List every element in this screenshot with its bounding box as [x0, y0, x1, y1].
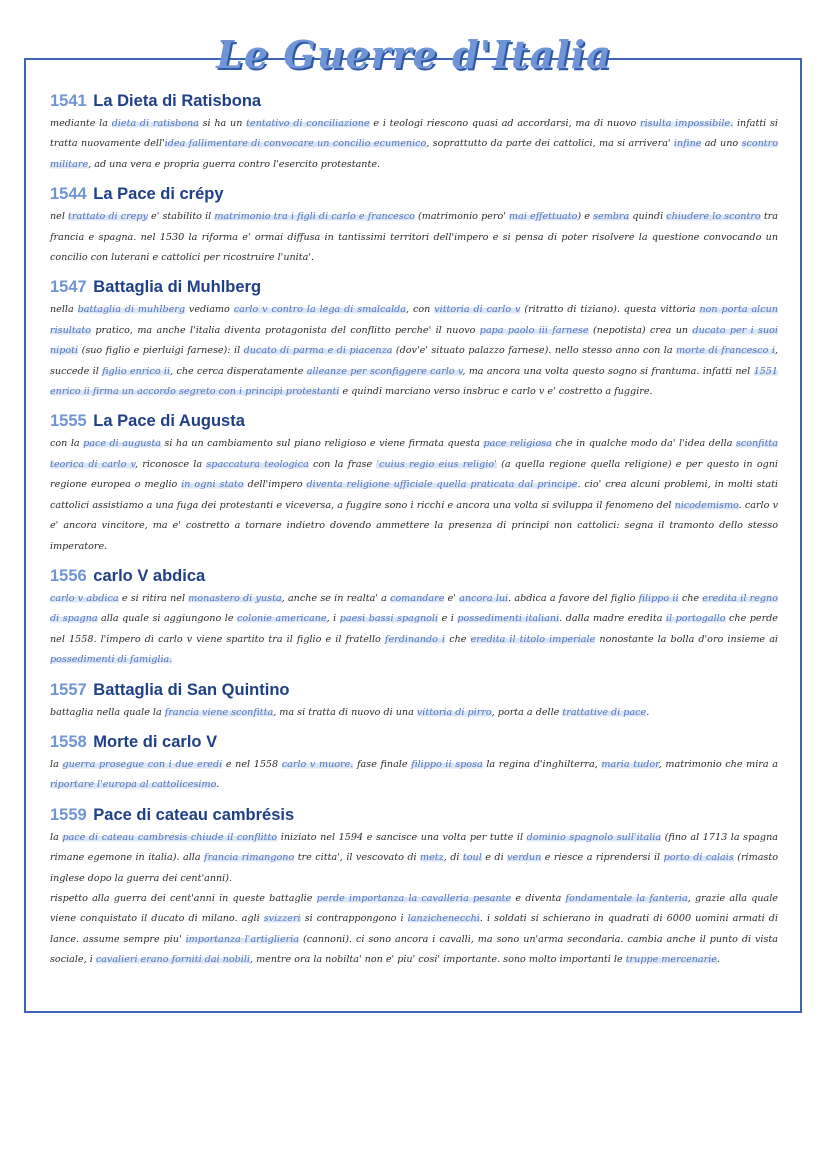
- section-title: Morte di carlo V: [88, 732, 218, 751]
- section-body: [50, 114, 778, 175]
- paragraph: [50, 889, 778, 971]
- text-run: la: [50, 831, 63, 843]
- text-run: , anche se in realta' a: [281, 592, 391, 604]
- section-title: La Pace di crépy: [88, 185, 224, 204]
- highlighted-text: perde importanza la cavalleria pesante: [316, 892, 512, 904]
- paragraph: [50, 755, 778, 796]
- section-body: [50, 828, 778, 971]
- text-run: , ad una vera e propria guerra contro l'esercito protestante.: [88, 158, 381, 170]
- highlighted-text: figlio enrico ii: [102, 365, 171, 377]
- text-run: che in qualche modo da' l'idea della: [551, 438, 736, 450]
- paragraph: [50, 207, 778, 268]
- section-heading: [50, 274, 778, 300]
- text-run: infatti si tratta nuovamente dell': [50, 118, 779, 150]
- highlighted-text: 1551 enrico ii firma un accordo segreto con i principi protestanti: [50, 365, 778, 398]
- section-1555: [50, 408, 778, 556]
- highlighted-text: ferdinando i: [384, 633, 446, 645]
- highlighted-text: risulta impossibile.: [640, 118, 734, 129]
- highlighted-text: toul: [462, 852, 482, 864]
- text-run: e diventa: [511, 892, 566, 904]
- highlighted-text: importanza l'artiglieria: [185, 933, 300, 945]
- paragraph: [50, 589, 778, 671]
- text-run: (suo figlio e pierluigi farnese): il: [78, 345, 244, 357]
- highlighted-text: carlo v contro la lega di smalcalda: [233, 304, 407, 316]
- text-run: nella: [50, 304, 78, 316]
- highlighted-text: francia rimangono: [204, 852, 295, 864]
- text-run: (ritratto di tiziano). questa vittoria: [520, 304, 700, 316]
- text-run: che: [678, 592, 703, 604]
- section-year: 1557: [50, 680, 87, 699]
- section-year: 1555: [50, 412, 87, 431]
- section-body: [50, 300, 778, 402]
- highlighted-text: idea fallimentare di convocare un concilio ecumenico: [164, 138, 427, 150]
- text-run: con la frase: [308, 458, 377, 470]
- text-run: si ha un cambiamento sul piano religioso e viene firmata questa: [160, 438, 484, 450]
- highlighted-text: comandare: [390, 592, 445, 604]
- section-1557: [50, 677, 778, 723]
- highlighted-text: fondamentale la fanteria: [565, 892, 688, 904]
- text-run: e riesce a riprendersi il: [541, 852, 664, 864]
- text-run: , matrimonio che mira a: [658, 758, 778, 770]
- highlighted-text: diventa religione ufficiale quella praticata dal principe: [306, 479, 578, 491]
- highlighted-text: filippo ii: [638, 592, 679, 604]
- text-run: . abdica a favore del figlio: [508, 592, 639, 604]
- highlighted-text: ancora lui: [459, 592, 509, 604]
- text-run: alla quale si aggiungono le: [97, 613, 238, 625]
- highlighted-text: mai effettuato: [509, 211, 578, 223]
- highlighted-text: pace di cateau cambresis chiude il conflitto: [62, 831, 278, 843]
- text-run: e i: [438, 613, 458, 625]
- highlighted-text: riportare l'europa al cattolicesimo: [50, 779, 217, 791]
- text-run: (matrimonio pero': [414, 211, 510, 223]
- highlighted-text: spaccatura teologica: [206, 458, 309, 470]
- text-run: e': [444, 592, 460, 604]
- section-body: [50, 755, 778, 796]
- notes-content: [50, 88, 778, 977]
- highlighted-text: lanzichenecchi: [407, 913, 480, 925]
- highlighted-text: tentativo di conciliazione: [246, 118, 370, 129]
- highlighted-text: filippo ii sposa: [411, 758, 483, 770]
- highlighted-text: nicodemismo: [674, 499, 739, 511]
- highlighted-text: dominio spagnolo sull'italia: [526, 831, 662, 843]
- highlighted-text: morte di francesco i: [676, 345, 775, 357]
- highlighted-text: trattato di crepy: [68, 211, 148, 223]
- highlighted-text: cavalieri erano forniti dai nobili: [95, 954, 250, 966]
- text-run: , i: [326, 613, 340, 625]
- section-year: 1541: [50, 92, 87, 110]
- text-run: , che cerca disperatamente: [170, 365, 307, 377]
- section-year: 1556: [50, 566, 87, 585]
- highlighted-text: dieta di ratisbona: [111, 118, 199, 129]
- highlighted-text: possedimenti di famiglia.: [50, 654, 173, 666]
- highlighted-text: metz: [420, 852, 444, 864]
- section-1558: [50, 729, 778, 796]
- highlighted-text: svizzeri: [263, 913, 301, 925]
- highlighted-text: maria tudor: [601, 758, 659, 770]
- text-run: ) e: [577, 211, 594, 223]
- text-run: quindi: [629, 211, 667, 223]
- text-run: (nepotista) crea un: [588, 324, 693, 336]
- highlighted-text: carlo v muore.: [281, 758, 354, 770]
- highlighted-text: alleanze per sconfiggere carlo v: [306, 365, 463, 377]
- highlighted-text: pace religiosa: [483, 438, 552, 450]
- text-run: , ma si tratta di nuovo di una: [273, 706, 417, 718]
- section-heading: [50, 181, 778, 207]
- text-run: iniziato nel 1594 e sancisce una volta per tutte il: [277, 831, 527, 843]
- paragraph: [50, 114, 778, 175]
- text-run: tre citta', il vescovato di: [294, 852, 421, 864]
- text-run: , porta a delle: [491, 706, 563, 718]
- highlighted-text: francia viene sconfitta: [164, 706, 274, 718]
- highlighted-text: infine: [673, 138, 702, 150]
- section-body: [50, 434, 778, 556]
- text-run: la: [50, 758, 63, 770]
- highlighted-text: paesi bassi spagnoli: [339, 613, 439, 625]
- text-run: tra francia e spagna. nel 1530 la riforma e' ormai diffusa in tantissimi territori dell'impero e si pensa di poter risolvere la questione convocando un concilio con luterani e cattolici per ricostruire l'unita'.: [50, 211, 778, 264]
- highlighted-text: matrimonio tra i figli di carlo e francesco: [214, 211, 415, 223]
- text-run: , di: [443, 852, 463, 864]
- highlighted-text: vittoria di carlo v: [434, 304, 521, 316]
- highlighted-text: trattative di pace: [562, 706, 647, 718]
- section-title: La Pace di Augusta: [88, 412, 245, 431]
- text-run: battaglia nella quale la: [50, 706, 165, 718]
- highlighted-text: papa paolo iii farnese: [479, 324, 589, 336]
- text-run: , riconosce la: [134, 458, 207, 470]
- highlighted-text: non porta alcun risultato: [50, 304, 778, 336]
- highlighted-text: chiudere lo scontro: [666, 211, 761, 223]
- section-title: carlo V abdica: [88, 566, 206, 585]
- text-run: (a quella regione quella religione) e per questo in ogni regione europea o meglio: [50, 458, 778, 491]
- highlighted-text: 'cuius regio eius religio': [376, 458, 497, 470]
- section-title: Battaglia di San Quintino: [88, 680, 290, 699]
- text-run: e' stabilito il: [147, 211, 215, 223]
- text-run: , grazie alla quale viene conquistato il ducato di milano. agli: [50, 892, 778, 925]
- section-year: 1558: [50, 732, 87, 751]
- text-run: (fino al 1713 la spagna rimane egemone in italia). alla: [50, 831, 778, 864]
- text-run: (rimasto inglese dopo la guerra dei cent'anni).: [50, 852, 778, 884]
- highlighted-text: guerra prosegue con i due eredi: [62, 758, 223, 770]
- section-title: Battaglia di Muhlberg: [88, 278, 262, 297]
- text-run: . i soldati si schierano in quadrati di 6000 uomini armati di lance. assume sempre piu': [50, 913, 778, 945]
- text-run: e i teologi riescono quasi ad accordarsi, ma di nuovo: [369, 118, 641, 129]
- text-run: , succede il: [50, 345, 778, 377]
- text-run: che: [445, 633, 471, 645]
- text-run: dell'impero: [243, 479, 307, 491]
- text-run: e nel 1558: [222, 758, 282, 770]
- text-run: .: [716, 954, 721, 966]
- text-run: nel: [50, 211, 69, 223]
- text-run: (dov'e' situato palazzo farnese). nello stesso anno con la: [392, 345, 677, 357]
- text-run: e di: [481, 852, 508, 864]
- highlighted-text: colonie americane: [237, 613, 327, 625]
- text-run: .: [216, 779, 220, 791]
- text-run: , ma ancora una volta questo sogno si frantuma. infatti nel: [462, 365, 754, 377]
- highlighted-text: ducato per i suoi nipoti: [50, 324, 778, 357]
- text-run: (cannoni). ci sono ancora i cavalli, ma sono un'arma secondaria. cambia anche il punto di vista sociale, i: [50, 933, 778, 966]
- section-heading: [50, 729, 778, 755]
- text-run: si contrappongono i: [300, 913, 408, 925]
- section-1544: [50, 181, 778, 268]
- section-1556: [50, 563, 778, 671]
- section-title: Pace di cateau cambrésis: [88, 805, 295, 824]
- section-body: [50, 207, 778, 268]
- highlighted-text: eredita il regno di spagna: [50, 592, 779, 625]
- highlighted-text: pace di augusta: [83, 438, 161, 450]
- paragraph: [50, 300, 778, 402]
- highlighted-text: possedimenti italiani: [457, 613, 560, 625]
- text-run: e quindi marciano verso insbruc e carlo v e' costretto a fuggire.: [339, 386, 653, 398]
- section-year: 1547: [50, 278, 87, 297]
- text-run: . cio' crea alcuni problemi, in molti stati cattolici assistiamo a una fuga dei protestanti e viceversa, a fuggire sono i ricchi e ancora una volta si sviluppa il fenomeno del: [50, 479, 779, 511]
- text-run: che perde nel 1558. l'impero di carlo v viene spartito tra il figlio e il fratello: [50, 613, 778, 645]
- text-run: mediante la: [50, 118, 112, 129]
- highlighted-text: vittoria di pirro: [416, 706, 492, 718]
- text-run: ad uno: [701, 138, 742, 150]
- highlighted-text: ducato di parma e di piacenza: [243, 345, 393, 357]
- highlighted-text: eredita il titolo imperiale: [470, 633, 596, 645]
- highlighted-text: sembra: [593, 211, 630, 223]
- paragraph: [50, 828, 778, 889]
- section-1547: [50, 274, 778, 402]
- section-1559: [50, 802, 778, 971]
- section-heading: [50, 88, 778, 114]
- highlighted-text: porto di calais: [663, 852, 734, 864]
- highlighted-text: monastero di yusta: [188, 592, 282, 604]
- section-year: 1544: [50, 185, 87, 204]
- highlighted-text: truppe mercenarie: [625, 954, 717, 966]
- text-run: , mentre ora la nobilta' non e' piu' cosi' importante. sono molto importanti le: [249, 954, 626, 966]
- text-run: . dalla madre eredita: [559, 613, 666, 625]
- paragraph: [50, 703, 778, 723]
- section-body: [50, 703, 778, 723]
- text-run: con la: [50, 438, 84, 450]
- section-body: [50, 589, 778, 671]
- highlighted-text: carlo v abdica: [50, 592, 119, 604]
- page-title: Le Guerre d'Italia: [216, 32, 612, 77]
- text-run: si ha un: [198, 118, 247, 129]
- section-heading: [50, 802, 778, 828]
- text-run: la regina d'inghilterra,: [482, 758, 602, 770]
- text-run: vediamo: [185, 304, 234, 316]
- text-run: , con: [406, 304, 435, 316]
- highlighted-text: in ogni stato: [181, 479, 244, 491]
- section-heading: [50, 677, 778, 703]
- text-run: .: [646, 706, 650, 718]
- text-run: e si ritira nel: [118, 592, 189, 604]
- section-1541: [50, 88, 778, 175]
- highlighted-text: verdun: [507, 852, 542, 864]
- section-title: La Dieta di Ratisbona: [88, 92, 262, 110]
- section-heading: [50, 563, 778, 589]
- text-run: nonostante la bolla d'oro insieme ai: [595, 633, 779, 645]
- text-run: fase finale: [353, 758, 412, 770]
- highlighted-text: sconfitta teorica di carlo v: [50, 438, 779, 470]
- section-heading: [50, 408, 778, 434]
- text-run: rispetto alla guerra dei cent'anni in queste battaglie: [50, 892, 317, 904]
- paragraph: [50, 434, 778, 556]
- highlighted-text: battaglia di muhlberg: [77, 304, 185, 316]
- text-run: pratico, ma anche l'italia diventa protagonista del conflitto perche' il nuovo: [91, 324, 480, 336]
- text-run: . carlo v e' ancora vincitore, ma e' costretto a tornare indietro dovendo ammettere la presenza di principi non cattolici: segna il tramonto dello stesso imperatore.: [50, 499, 778, 552]
- section-year: 1559: [50, 805, 87, 824]
- highlighted-text: il portogallo: [665, 613, 726, 625]
- highlighted-text: scontro militare: [50, 138, 779, 170]
- text-run: , soprattutto da parte dei cattolici, ma si arrivera': [426, 138, 674, 150]
